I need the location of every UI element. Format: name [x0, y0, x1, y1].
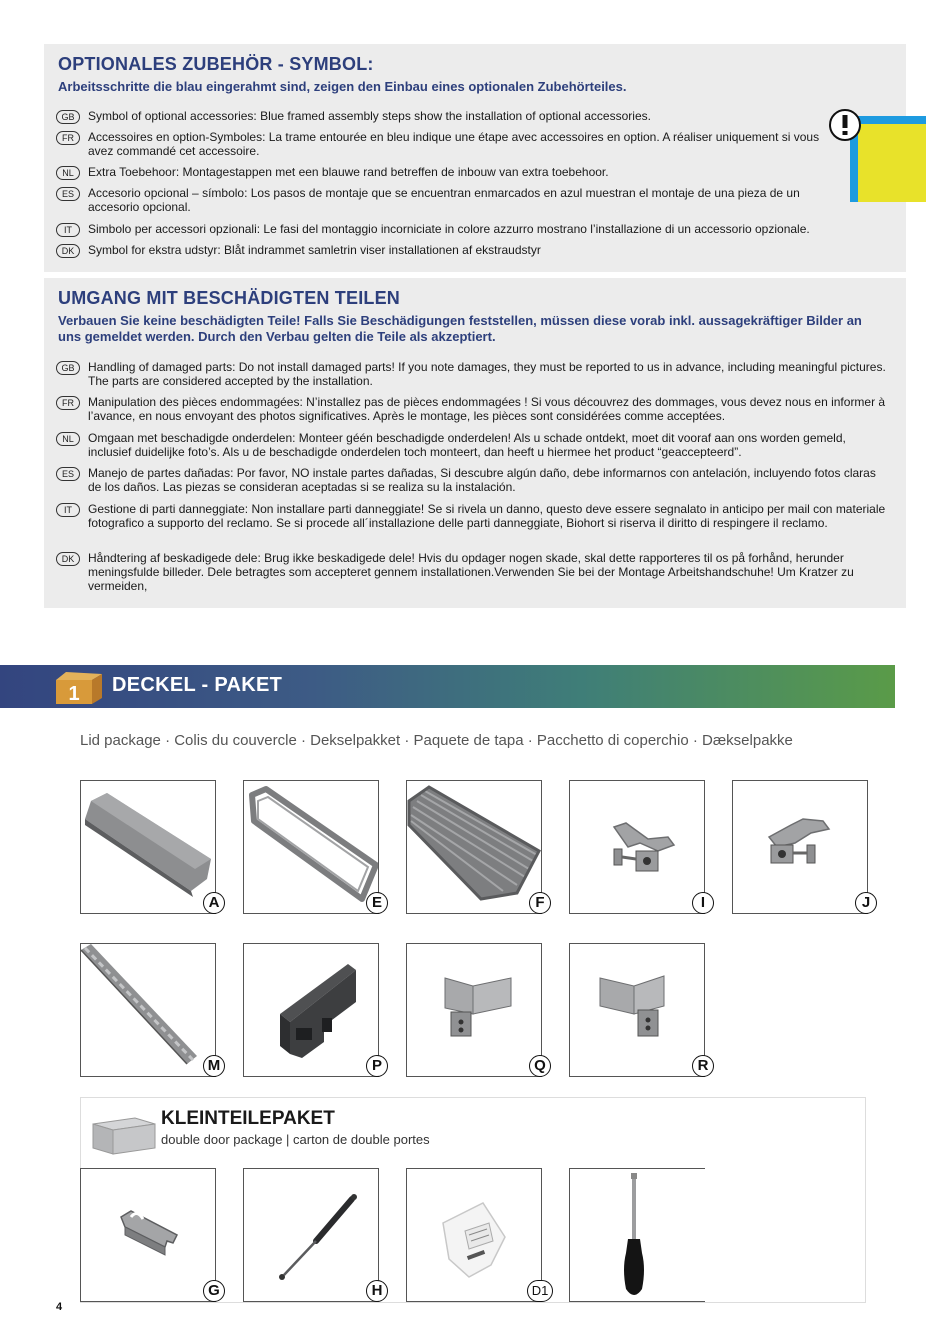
lang-row	[56, 165, 846, 180]
page-number: 4	[56, 1301, 63, 1313]
lang-row	[56, 130, 826, 158]
screwdriver-icon	[570, 1169, 704, 1301]
lang-row	[56, 502, 886, 530]
lang-badge: ES	[56, 467, 80, 481]
part-d1	[406, 1168, 549, 1302]
lang-badge: DK	[56, 552, 80, 566]
lang-badge: FR	[56, 396, 80, 410]
package-languages: Lid package · Colis du couvercle · Dekselpakket · Paquete de tapa · Pacchetto di coperchio · Dækselpakke	[80, 732, 793, 749]
part-j	[732, 780, 871, 914]
lang-text: Gestione di parti danneggiate: Non installare parti danneggiate! Se si rivela un danno, questo deve essere segnalato in anticipo per mail con materiale fotografico a supporto del reclamo. Se si procede all´installazione delle parti danneggiate, Biohort si riserva il diritto di respingere il reclamo.	[88, 502, 886, 530]
part-screwdriver	[569, 1168, 705, 1302]
part-letter: H	[366, 1280, 388, 1302]
part-g	[80, 1168, 220, 1302]
lang-badge: ES	[56, 187, 80, 201]
lang-badge: DK	[56, 244, 80, 258]
lang-row	[56, 243, 846, 258]
lang-row	[56, 466, 886, 494]
optional-accessories-panel	[44, 44, 906, 272]
part-letter: G	[203, 1280, 225, 1302]
lang-badge: IT	[56, 223, 80, 237]
lang-row	[56, 395, 886, 423]
part-a	[80, 780, 220, 914]
part-letter: E	[366, 892, 388, 914]
screw-bag-icon	[407, 1169, 541, 1301]
small-parts-subtitle: double door package | carton de double portes	[161, 1132, 430, 1147]
lang-text: Simbolo per accessori opzionali: Le fasi del montaggio incorniciate in colore azzurro mostrano l’installazione di un accessorio opzionale.	[88, 222, 810, 236]
lang-row	[56, 360, 886, 388]
part-letter: J	[855, 892, 877, 914]
package-banner	[0, 665, 895, 708]
part-r	[569, 943, 709, 1077]
part-f	[406, 780, 545, 914]
lang-badge: FR	[56, 131, 80, 145]
lang-text: Omgaan met beschadigde onderdelen: Monteer géén beschadigde onderdelen! Als u schade ontdekt, moet dit vooraf aan ons worden gemeld, inclusief duidelijke foto’s. Als u de beschadigde onderdelen toch monteert, dan heeft u hiermee het product “geaccepteerd”.	[88, 431, 846, 459]
rail-icon	[81, 944, 215, 1076]
lang-row	[56, 109, 846, 124]
lang-text: Symbol for ekstra udstyr: Blåt indrammet samletrin viser installationen af ekstraudstyr	[88, 243, 541, 257]
lang-row	[56, 431, 886, 459]
part-m	[80, 943, 221, 1077]
part-letter: M	[203, 1055, 225, 1077]
carton-icon	[89, 1110, 159, 1156]
optional-accessories-title: OPTIONALES ZUBEHÖR - SYMBOL:	[58, 54, 374, 74]
lang-row	[56, 551, 886, 593]
lang-badge: GB	[56, 361, 80, 375]
grid-panel-icon	[407, 781, 541, 913]
box-icon	[52, 668, 106, 706]
lang-text: Accessoires en option-Symboles: La trame entourée en bleu indique une étape avec accessoires en option. A réaliser uniquement si vous avez commandé cet accessoire.	[88, 130, 820, 158]
part-letter: R	[692, 1055, 714, 1077]
part-letter: I	[692, 892, 714, 914]
lang-badge: NL	[56, 166, 80, 180]
lid-panel-icon	[81, 781, 215, 913]
lang-row	[56, 186, 826, 214]
part-h	[243, 1168, 383, 1302]
part-letter: F	[529, 892, 551, 914]
part-e	[243, 780, 382, 914]
part-letter: A	[203, 892, 225, 914]
profile-icon	[244, 944, 378, 1076]
package-title: DECKEL - PAKET	[112, 674, 283, 696]
part-q	[406, 943, 546, 1077]
part-letter: Q	[529, 1055, 551, 1077]
optional-accessories-subtitle: Arbeitsschritte die blau eingerahmt sind, zeigen den Einbau eines optionalen Zubehörteiles.	[58, 79, 627, 94]
lang-text: Extra Toebehoor: Montagestappen met een blauwe rand betreffen de inbouw van extra toebehoor.	[88, 165, 609, 179]
damaged-parts-subtitle: Verbauen Sie keine beschädigten Teile! Falls Sie Beschädigungen feststellen, müssen diese vorab inkl. aussagekräftiger Bilder an uns gemeldet werden. Durch den Verbau gelten die Teile als akzeptiert.	[58, 313, 862, 344]
optional-accessory-warning-icon	[828, 108, 928, 204]
lang-text: Handling of damaged parts: Do not install damaged parts! If you note damages, they must be reported to us in advance, including meaningful pictures. The parts are considered accepted by the installation.	[88, 360, 886, 388]
frame-icon	[244, 781, 378, 913]
damaged-parts-panel	[44, 278, 906, 608]
part-letter: D1	[527, 1280, 553, 1302]
lang-text: Manipulation des pièces endommagées: N’installez pas de pièces endommagées ! Si vous découvrez des dommages, vous devez nous en informer à l’avance, en nous envoyant des photos significatives. Après le montage, les pièces sont considérées comme acceptées.	[88, 395, 886, 423]
lang-text: Accesorio opcional – símbolo: Los pasos de montaje que se encuentran enmarcados en azul muestran el montaje de una pieza de un accesorio opcional.	[88, 186, 800, 214]
damaged-parts-title: UMGANG MIT BESCHÄDIGTEN TEILEN	[58, 288, 400, 308]
lang-row	[56, 222, 876, 237]
hinge-icon	[733, 781, 867, 913]
bracket-icon	[570, 944, 704, 1076]
gas-spring-icon	[244, 1169, 378, 1301]
small-parts-title: KLEINTEILEPAKET	[161, 1108, 335, 1129]
part-letter: P	[366, 1055, 388, 1077]
lang-badge: NL	[56, 432, 80, 446]
lang-text: Håndtering af beskadigede dele: Brug ikke beskadigede dele! Hvis du opdager nogen skade, skal dette rapporteres til os på forhånd, herunder meningsfulde billeder. Dele betragtes som accepteret gennem installationen.Verwenden Sie bei der Montage Arbeitshandschuhe! Um Kratzer zu vermeiden,	[88, 551, 854, 593]
lang-text: Symbol of optional accessories: Blue framed assembly steps show the installation of optional accessories.	[88, 109, 651, 123]
part-p	[243, 943, 382, 1077]
clip-icon	[81, 1169, 215, 1301]
bracket-icon	[407, 944, 541, 1076]
part-i	[569, 780, 705, 914]
lang-badge: IT	[56, 503, 80, 517]
hinge-icon	[570, 781, 704, 913]
package-number: 1	[68, 683, 80, 705]
lang-badge: GB	[56, 110, 80, 124]
lang-text: Manejo de partes dañadas: Por favor, NO instale partes dañadas, Si descubre algún daño, debe informarnos con antelación, incluyendo fotos claras de los daños. Las piezas se consideran aceptadas si se realiza su la instalación.	[88, 466, 876, 494]
